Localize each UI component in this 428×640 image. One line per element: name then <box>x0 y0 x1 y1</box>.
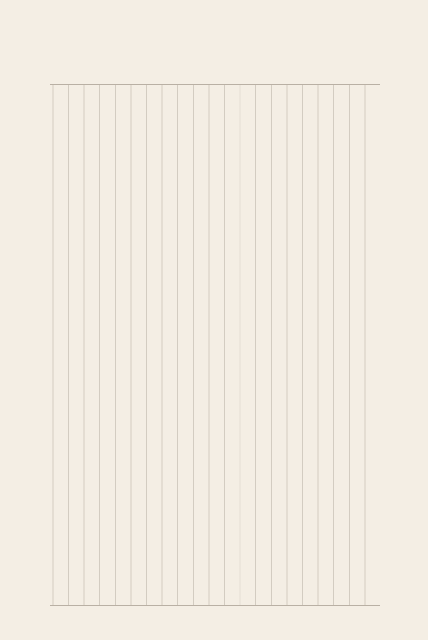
text-block <box>50 84 380 606</box>
body-text <box>52 91 378 599</box>
